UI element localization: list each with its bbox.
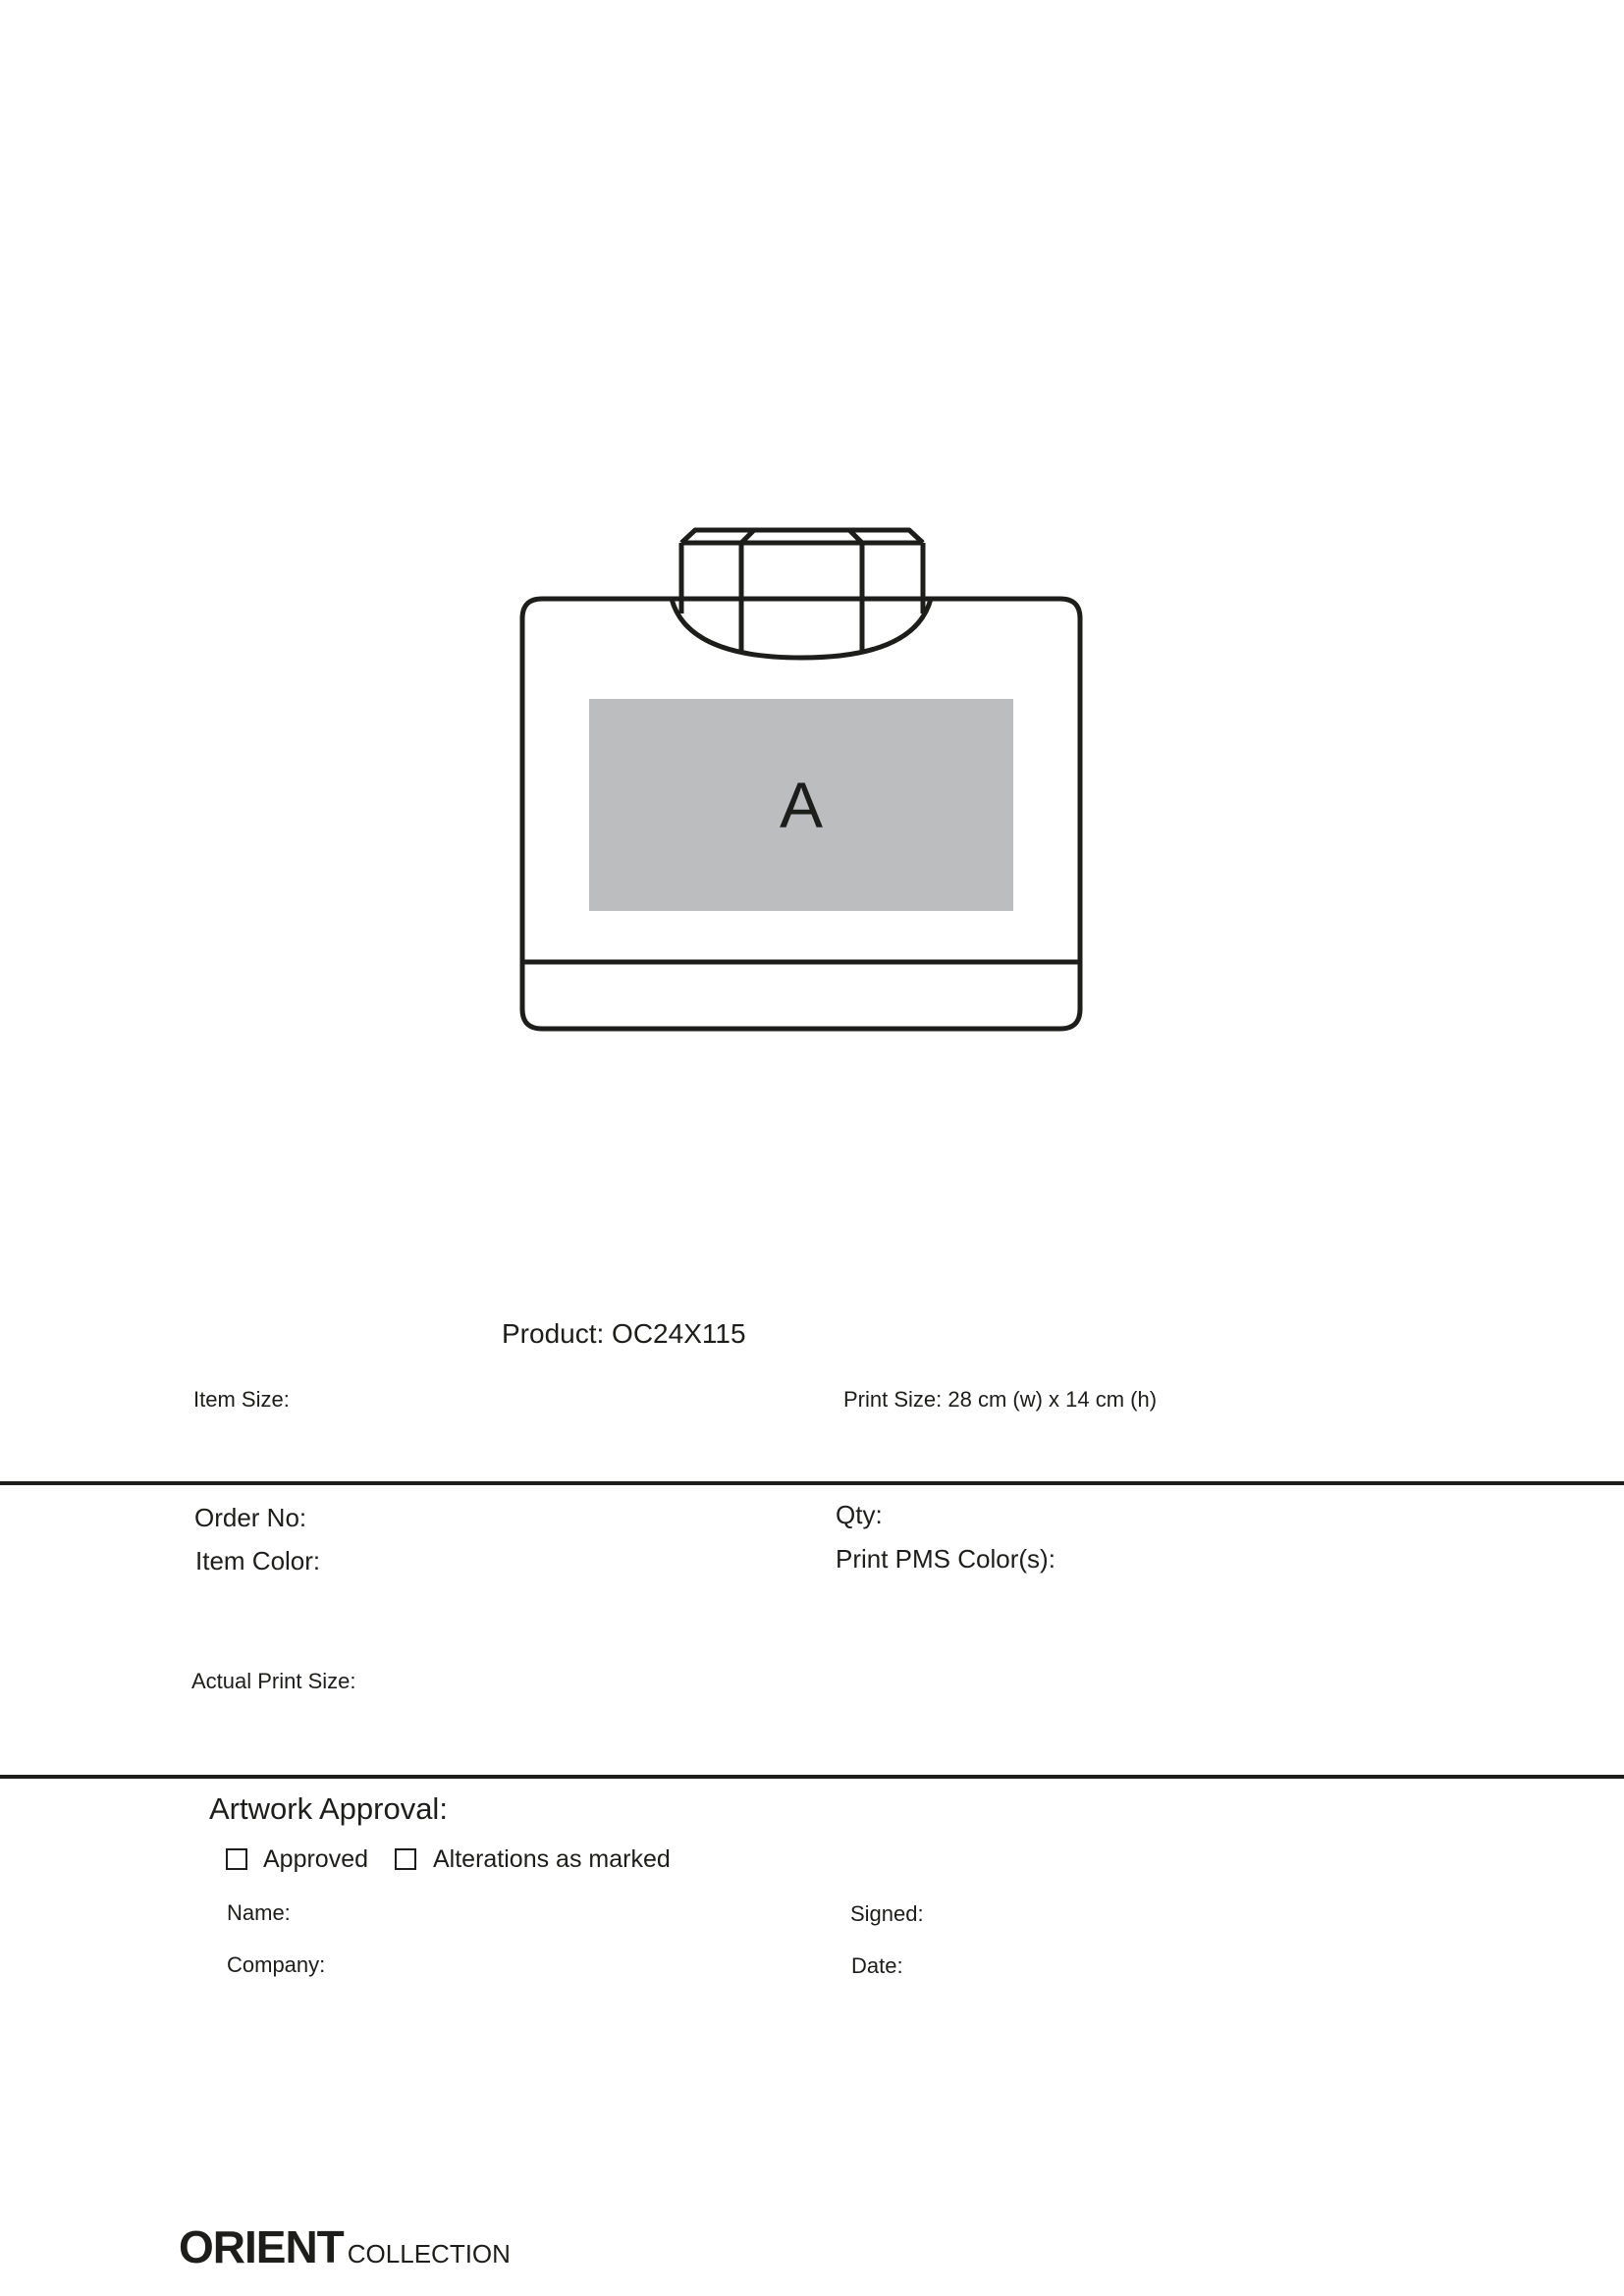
signed-label: Signed:: [850, 1901, 924, 1926]
date-label: Date:: [851, 1953, 903, 1978]
alterations-checkbox[interactable]: [395, 1848, 416, 1870]
order-no-label: Order No:: [194, 1503, 307, 1532]
print-size-label: Print Size: 28 cm (w) x 14 cm (h): [843, 1387, 1158, 1412]
item-size-label: Item Size:: [193, 1387, 290, 1412]
qty-label: Qty:: [836, 1500, 883, 1529]
company-label: Company:: [227, 1952, 326, 1977]
approved-checkbox[interactable]: [226, 1848, 247, 1870]
item-color-label: Item Color:: [195, 1546, 321, 1575]
product-label: Product: OC24X115: [502, 1318, 746, 1349]
logo-sub-text: COLLECTION: [347, 2239, 511, 2269]
print-pms-label: Print PMS Color(s):: [836, 1544, 1056, 1574]
alterations-label: Alterations as marked: [433, 1845, 671, 1873]
name-label: Name:: [227, 1900, 291, 1925]
artwork-approval-title: Artwork Approval:: [209, 1791, 448, 1826]
approved-label: Approved: [263, 1845, 369, 1873]
print-area-label: A: [779, 769, 824, 841]
product-drawing: [0, 0, 1624, 1080]
divider-bottom: [0, 1775, 1624, 1779]
handle-bowl: [672, 599, 931, 658]
divider-top: [0, 1481, 1624, 1485]
orient-collection-logo: [179, 2220, 511, 2273]
logo-main-text: ORIENT: [179, 2221, 344, 2272]
actual-print-size-label: Actual Print Size:: [191, 1669, 356, 1693]
